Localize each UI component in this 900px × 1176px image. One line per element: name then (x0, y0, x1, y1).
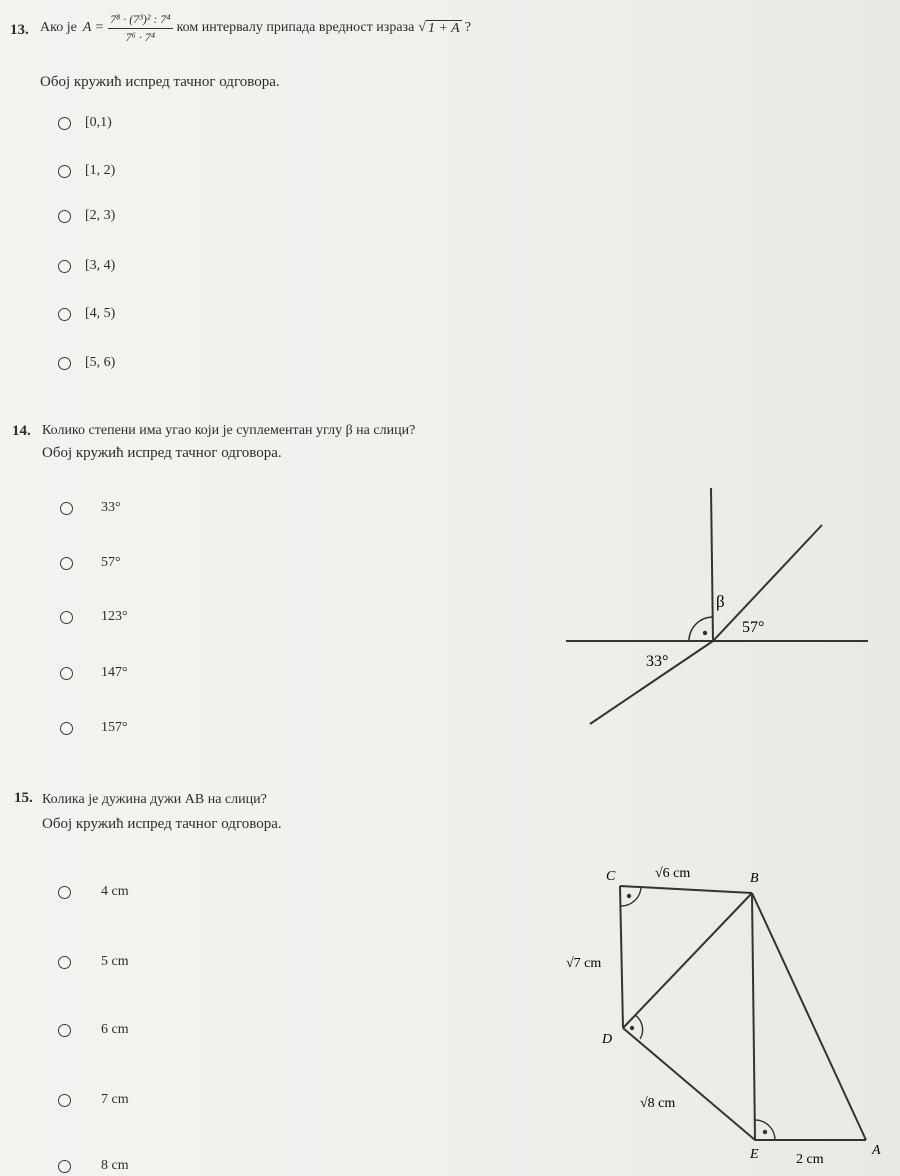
instruction: Обој кружић испред тачног одговора. (40, 74, 280, 90)
option-label: 123° (101, 609, 128, 624)
point-b-label: B (750, 871, 759, 886)
option-label: [3, 4) (85, 258, 116, 273)
option-label: 33° (101, 500, 121, 515)
question-text-content: Колика је дужина дужи AB на слици? (42, 792, 267, 807)
option-label: [2, 3) (85, 208, 116, 223)
angle-57-label: 57° (742, 619, 765, 636)
question-suffix: ком интервалу припада вредност израза (176, 20, 415, 35)
length-de-label: √8 cm (640, 1096, 676, 1111)
instruction: Обој кружић испред тачног одговора. (42, 816, 282, 832)
sqrt-radicand: 1 + A (427, 20, 460, 36)
beta-label: β (716, 592, 725, 611)
option-label: 157° (101, 720, 128, 735)
fraction-numerator: 7⁸ · (7³)² : 7⁴ (108, 12, 173, 29)
point-c-label: C (606, 869, 616, 884)
option-label: 147° (101, 665, 128, 680)
question-prefix: Ако је (40, 20, 77, 35)
option-label: 57° (101, 555, 121, 570)
segment-db (623, 893, 752, 1028)
fraction-denominator: 7⁶ · 7⁴ (125, 29, 155, 44)
right-angle-d-dot (630, 1026, 634, 1030)
option-label: 7 cm (101, 1092, 129, 1107)
right-angle-e-dot (763, 1130, 767, 1134)
option-label: 6 cm (101, 1022, 129, 1037)
option-label: 8 cm (101, 1158, 129, 1173)
length-cd-label: √7 cm (566, 956, 602, 971)
question-number: 14. (12, 423, 31, 439)
option-label: 5 cm (101, 954, 129, 969)
question-mark: ? (464, 20, 471, 35)
question-number: 15. (14, 790, 33, 806)
instruction: Обој кружић испред тачног одговора. (42, 445, 282, 461)
sqrt-sign: √ (418, 19, 426, 35)
point-a-label: A (872, 1143, 881, 1158)
option-label: [1, 2) (85, 163, 116, 178)
option-label: [5, 6) (85, 355, 116, 370)
point-e-label: E (750, 1147, 759, 1162)
right-angle-d-arc (635, 1015, 643, 1039)
option-label: 4 cm (101, 884, 129, 899)
option-label: [4, 5) (85, 306, 116, 321)
segment-ab (752, 893, 866, 1140)
right-angle-c-dot (627, 894, 631, 898)
segment-be (752, 893, 755, 1140)
length-cb-label: √6 cm (655, 866, 691, 881)
variable-a: A = (82, 20, 105, 35)
length-ea-label: 2 cm (796, 1152, 824, 1167)
question-text: Колико степени има угао који је суплементан углу β на слици? (42, 423, 416, 438)
segment-de (623, 1028, 755, 1140)
segment-cd (620, 886, 623, 1028)
option-label: [0,1) (85, 115, 112, 130)
point-d-label: D (602, 1032, 613, 1047)
question-number: 13. (10, 22, 29, 38)
angle-33-label: 33° (646, 653, 669, 670)
